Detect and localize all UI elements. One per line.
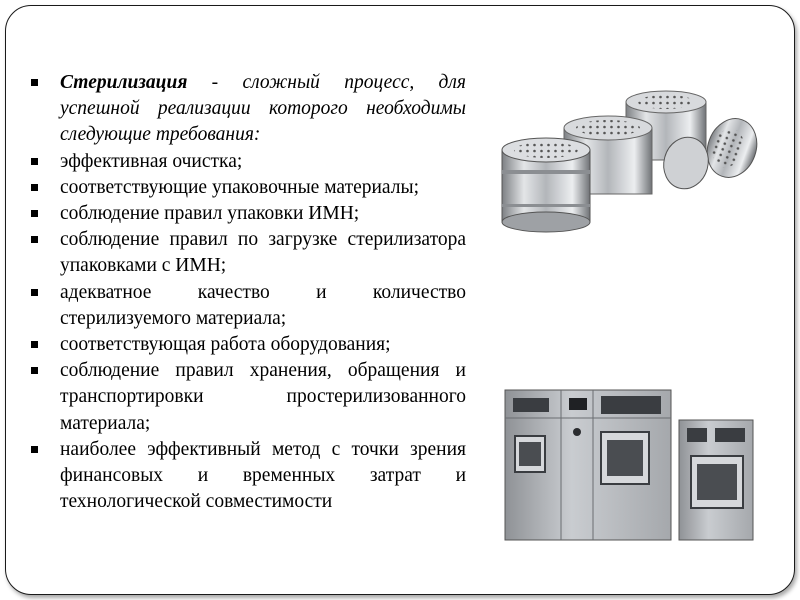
intro-item [30, 70, 466, 149]
list-item: соблюдение правил хранения, обращения и транспортировки простерилизованного материала; [30, 358, 466, 437]
square-bullet-icon [31, 341, 38, 348]
intro-text: - сложный процесс, для успешной реализации которого необходимы следующие требования: [60, 72, 466, 146]
list-item: адекватное качество и количество стерилизуемого материала; [30, 280, 466, 332]
list-item: наиболее эффективный метод с точки зрения финансовых и временных затрат и технологической совместимости [30, 437, 466, 516]
list-item: эффективная очистка; [30, 149, 466, 175]
square-bullet-icon [31, 236, 38, 243]
square-bullet-icon [31, 184, 38, 191]
requirements-list [30, 70, 466, 515]
square-bullet-icon [31, 210, 38, 217]
square-bullet-icon [31, 289, 38, 296]
sterilizer-cabinet-image [501, 384, 761, 544]
square-bullet-icon [31, 446, 38, 453]
slide [5, 5, 795, 595]
bullet-text-column [30, 70, 466, 515]
square-bullet-icon [31, 367, 38, 374]
list-item: соблюдение правил упаковки ИМН; [30, 201, 466, 227]
list-item: соответствующие упаковочные материалы; [30, 175, 466, 201]
sterilization-containers-image [496, 88, 766, 238]
square-bullet-icon [31, 158, 38, 165]
square-bullet-icon [31, 79, 38, 86]
list-item: соответствующая работа оборудования; [30, 332, 466, 358]
intro-term: Стерилизация [60, 72, 188, 93]
list-item: соблюдение правил по загрузке стерилизатора упаковками с ИМН; [30, 227, 466, 279]
